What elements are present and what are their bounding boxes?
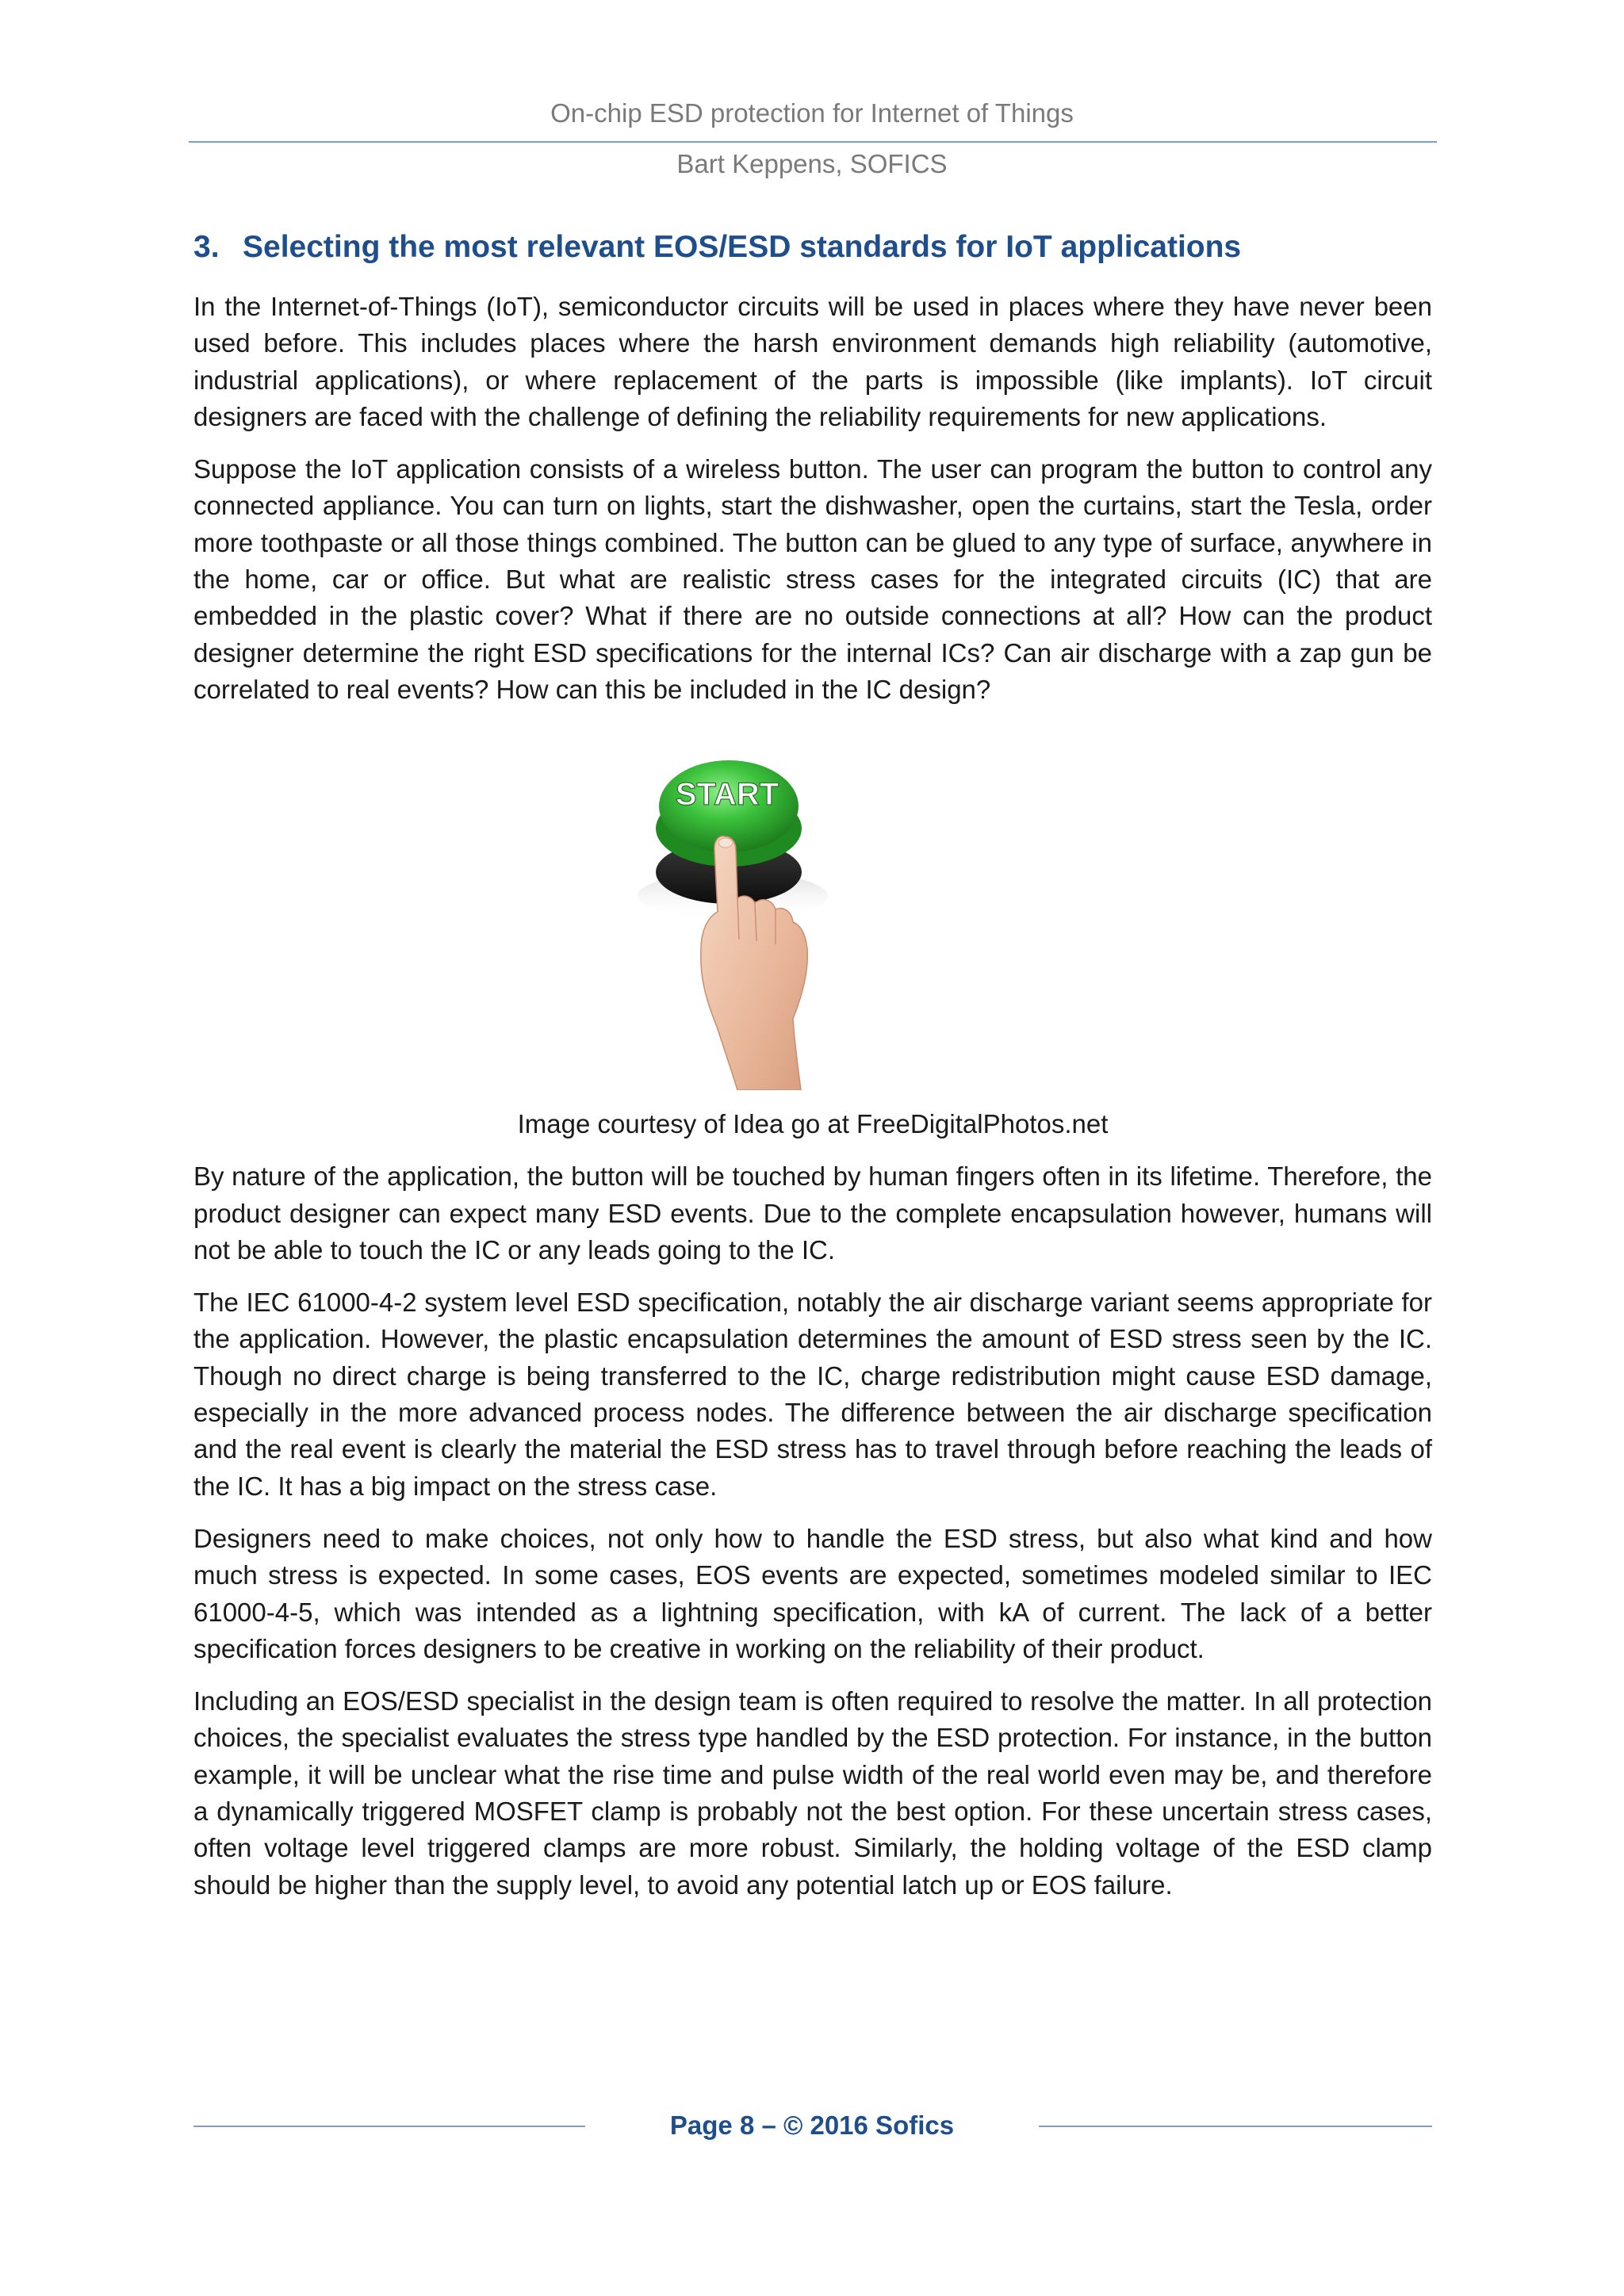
header-rule [189,141,1437,143]
figure-caption: Image courtesy of Idea go at FreeDigitalPhotos.net [517,1109,1109,1139]
paragraph-1: In the Internet-of-Things (IoT), semiconductor circuits will be used in places where they have never been used before. This includes places where the harsh environment demands high reliability (automotive, industrial applications), or where replacement of the parts is impossible (like implants). IoT circuit designers are faced with the challenge of defining the reliability requirements for new applications. [193,292,1432,431]
paragraph-4: The IEC 61000-4-2 system level ESD specification, notably the air discharge variant seems appropriate for the application. However, the plastic encapsulation determines the amount of ESD stress seen by the IC. Though no direct charge is being transferred to the IC, charge redistribution might cause ESD damage, especially in the more advanced process nodes. The difference between the air discharge specification and the real event is clearly the material the ESD stress has to travel through before reaching the leads of the IC. It has a big impact on the stress case. [193,1288,1432,1501]
footer-page-number: Page 8 – © 2016 Sofics [669,2110,955,2140]
start-button-hand-illustration [614,741,852,1090]
running-header-author: Bart Keppens, SOFICS [676,149,948,178]
footer-rule-right [1039,2126,1432,2127]
start-button-figure [193,741,1432,1106]
paragraph-5: Designers need to make choices, not only how to handle the ESD stress, but also what kind and how much stress is expected. In some cases, EOS events are expected, sometimes modeled similar to IEC 61000-4-5, which was intended as a lightning specification, with kA of current. The lack of a better specification forces designers to be creative in working on the reliability of their product. [193,1523,1432,1663]
page-content [193,225,1432,1919]
running-header-title: On-chip ESD protection for Internet of Things [550,98,1074,128]
section-heading [193,225,1432,270]
button-label: START [675,777,779,813]
page-footer [0,2107,1624,2147]
section-number: 3. [193,230,220,264]
paragraph-3: By nature of the application, the button will be touched by human fingers often in its lifetime. Therefore, the product designer can expect many ESD events. Due to the complete encapsulation however, humans will not be able to touch the IC or any leads going to the IC. [193,1161,1432,1265]
paragraph-2: Suppose the IoT application consists of a wireless button. The user can program the button to control any connected appliance. You can turn on lights, start the dishwasher, open the curtains, start the Tesla, order more toothpaste or all those things combined. The button can be glued to any type of surface, anywhere in the home, car or office. But what are realistic stress cases for the integrated circuits (IC) that are embedded in the plastic cover? What if there are no outside connections at all? How can the product designer determine the right ESD specifications for the internal ICs? Can air discharge with a zap gun be correlated to real events? How can this be included in the IC design? [193,454,1432,704]
paragraph-6: Including an EOS/ESD specialist in the design team is often required to resolve the matter. In all protection choices, the specialist evaluates the stress type handled by the ESD protection. For instance, in the button example, it will be unclear what the rise time and pulse width of the real world even may be, and therefore a dynamically triggered MOSFET clamp is probably not the best option. For these uncertain stress cases, often voltage level triggered clamps are more robust. Similarly, the holding voltage of the ESD clamp should be higher than the supply level, to avoid any potential latch up or EOS failure. [193,1686,1432,1900]
section-title: Selecting the most relevant EOS/ESD standards for IoT applications [243,230,1242,264]
